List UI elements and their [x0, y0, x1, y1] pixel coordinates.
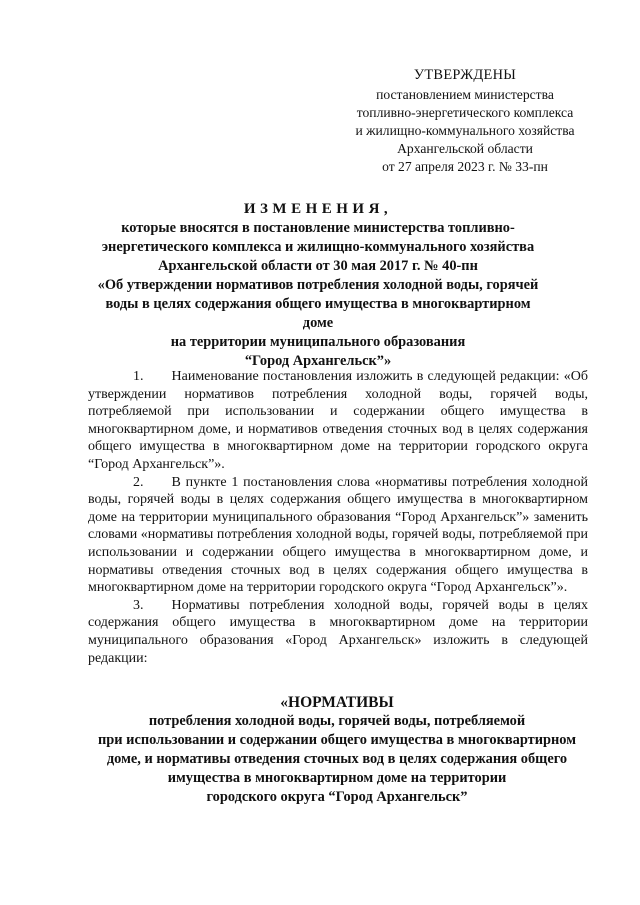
- norms-title-line: городского округа “Город Архангельск”: [206, 789, 468, 805]
- approval-title: УТВЕРЖДЕНЫ: [413, 67, 517, 83]
- approval-block: [330, 66, 600, 176]
- approval-line: Архангельской области: [397, 141, 533, 156]
- norms-title-line: имущества в многоквартирном доме на территории: [167, 770, 507, 786]
- changes-heading: ИЗМЕНЕНИЯ,: [243, 201, 393, 217]
- paragraph-1: 1. Наименование постановления изложить в следующей редакции: «Об утверждении нормативов потребления холодной воды, горячей воды, потребляемой при использовании и содержании общего имущества в многоквартирном доме, и нормативов отведения сточных вод в целях содержания общего имущества в многоквартирном доме на территории городского округа “Город Архангельск”».: [88, 369, 588, 472]
- changes-title-line: “Город Архангельск”»: [244, 353, 392, 369]
- approval-line: от 27 апреля 2023 г. № 33-пн: [382, 159, 548, 174]
- changes-title-line: энергетического комплекса и жилищно-коммунального хозяйства: [101, 239, 535, 255]
- approval-line: топливно-энергетического комплекса: [356, 105, 574, 120]
- changes-title-line: «Об утверждении нормативов потребления холодной воды, горячей: [97, 277, 539, 293]
- paragraph-2: 2. В пункте 1 постановления слова «нормативы потребления холодной воды, горячей воды в целях содержания общего имущества в многоквартирном доме на территории муниципального образования “Город Архангельск”» заменить словами «нормативы потребления холодной воды, горячей воды, потребляемой при использовании и содержании общего имущества в многоквартирном доме, и нормативы отведения сточных вод в целях содержания общего имущества в многоквартирном доме на территории городского округа “Город Архангельск”».: [88, 474, 588, 596]
- paragraph-3: 3. Нормативы потребления холодной воды, горячей воды в целях содержания общего имущества в многоквартирном доме на территории муниципального образования «Город Архангельск» изложить в следующей редакции:: [88, 597, 588, 666]
- changes-title-line: которые вносятся в постановление министерства топливно-: [121, 220, 515, 236]
- norms-title-block: [70, 693, 604, 807]
- approval-line: и жилищно-коммунального хозяйства: [355, 123, 575, 138]
- changes-title-line: Архангельской области от 30 мая 2017 г. № 40-пн: [158, 258, 478, 274]
- changes-title-block: [96, 200, 540, 371]
- norms-title-line: потребления холодной воды, горячей воды, потребляемой: [148, 713, 526, 729]
- approval-line: постановлением министерства: [376, 87, 554, 102]
- changes-title-line: воды в целях содержания общего имущества в многоквартирном доме: [105, 296, 531, 331]
- norms-title-line: доме, и нормативы отведения сточных вод в целях содержания общего: [106, 751, 568, 767]
- body-text: [88, 368, 588, 667]
- norms-title-line: при использовании и содержании общего имущества в многоквартирном: [97, 732, 577, 748]
- norms-heading: «НОРМАТИВЫ: [280, 694, 394, 711]
- changes-title-line: на территории муниципального образования: [170, 334, 466, 350]
